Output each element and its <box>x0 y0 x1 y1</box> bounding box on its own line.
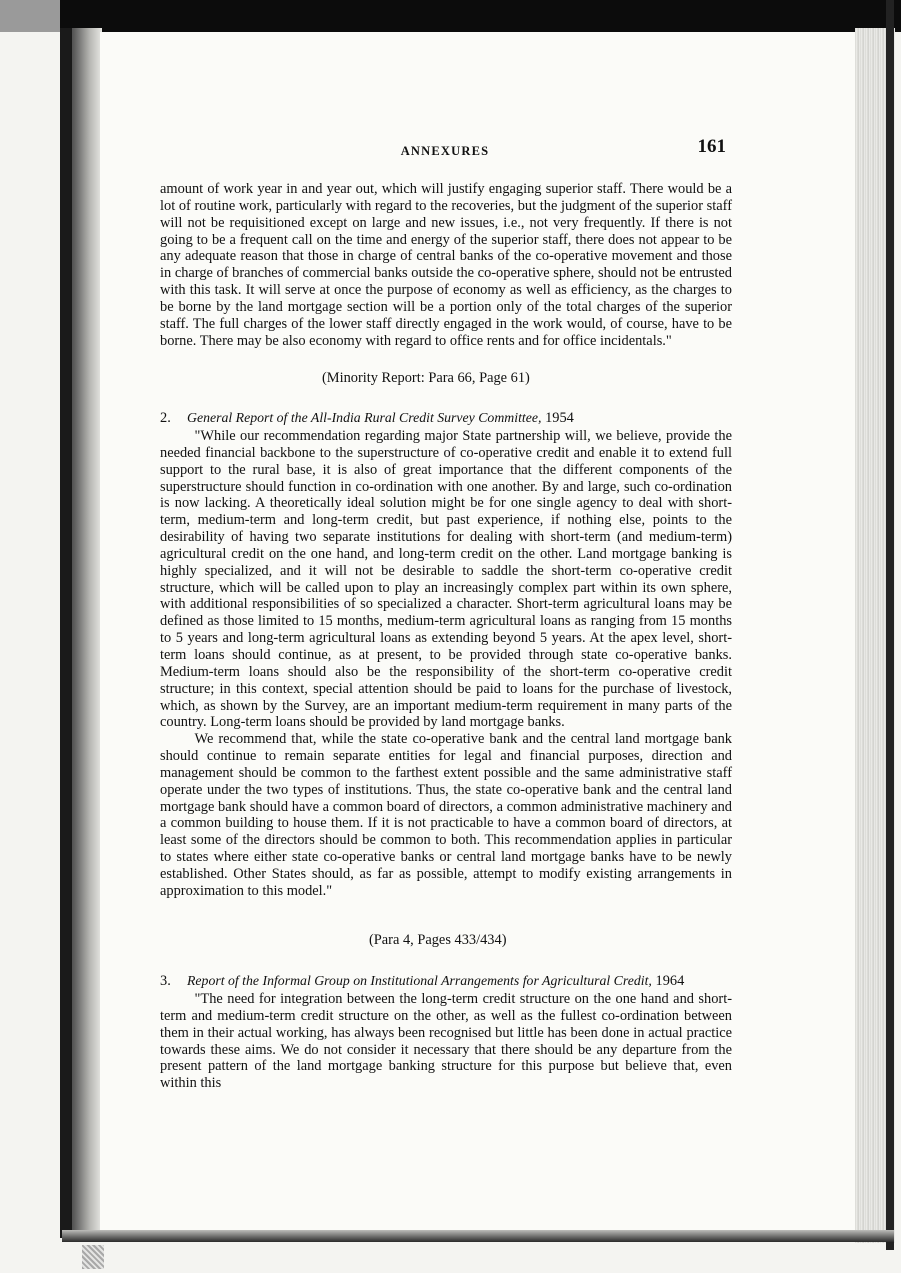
section-heading-2 <box>160 409 735 427</box>
continued-paragraph: amount of work year in and year out, which will justify engaging superior staff. There would be a lot of routine work, particularly with regard to the recoveries, but the judgment of the superior staff will not be requisitioned except on large and new issues, i.e., not very frequently. If there is not going to be a frequent call on the time and energy of the superior staff, there does not appear to be any adequate reason that those in charge of central banks of the co-operative movement and those in charge of branches of commercial banks outside the co-operative sphere, should not be entrusted with this task. It will serve at once the purpose of economy as well as efficiency, as the charges to be borne by the land mortgage section will be a portion only of the total charges of the superior staff. The full charges of the lower staff directly engaged in the work would, of course, have to be borne. There may be also economy with regard to office rents and for office incidentals." <box>160 181 732 349</box>
section-2-paragraph-2: We recommend that, while the state co-operative bank and the central land mortgage bank should continue to remain separate entities for legal and financial purposes, direction and management should be common to the farthest extent possible and the same administrative staff operate under the two types of institutions. Thus, the state co-operative bank and the central land mortgage bank should have a common board of directors, a common administrative machinery and a common building to house them. If it is not practicable to have a common board of directors, at least some of the directors should be common to both. This recommendation applies in particular to states where either state co-operative banks or central land mortgage banks have to be newly established. Other States should, as far as possible, attempt to modify existing arrangements in approximation to this model." <box>160 731 732 899</box>
section-2-paragraph-1: "While our recommendation regarding major State partnership will, we believe, provide the needed financial backbone to the superstructure of co-operative credit and enable it to extend full support to the rural base, it is also of great importance that the different components of the superstructure should function in co-ordination with one another. By and large, such co-ordination is now lacking. A theoretically ideal solution might be for one single agency to deal with short-term, medium-term and long-term credit, but past experience, if nothing else, points to the desirability of having two separate institutions for dealing with short-term (and medium-term) agricultural credit on the one hand, and long-term credit on the other. Land mortgage banking is highly specialized, and it will not be desirable to saddle the short-term co-operative credit structure, which will be called upon to play an increasingly complex part within its own sphere, with additional responsibilities of so specialized a character. Short-term agricultural loans may be defined as those limited to 15 months, medium-term agricultural loans as ranging from 15 months to 5 years and long-term agricultural loans as extending beyond 5 years. At the apex level, short-term loans should continue, as at present, to be provided through state co-operative banks. Medium-term loans should also be the responsibility of the short-term co-operative credit structure; in this context, special attention should be paid to loans for the purchase of livestock, which, as shown by the Survey, are an important medium-term requirement in many parts of the country. Long-term loans should be provided by land mortgage banks. <box>160 428 732 731</box>
scan-artifact <box>82 1245 104 1269</box>
scan-bottom-edge <box>62 1230 894 1242</box>
page-number: 161 <box>697 136 726 157</box>
section-heading-3 <box>160 972 735 990</box>
scan-top-border <box>0 0 901 32</box>
section-number: 2. <box>160 410 171 426</box>
section-2-body <box>160 428 732 900</box>
scan-top-left-corner <box>0 0 60 32</box>
scan-left-edge <box>60 28 72 1238</box>
section-title: General Report of the All-India Rural Credit Survey Committee, <box>187 410 542 425</box>
scan-right-edge <box>886 0 894 1250</box>
citation-survey-committee: (Para 4, Pages 433/434) <box>369 932 507 948</box>
page-header <box>160 136 730 166</box>
section-3-body <box>160 991 732 1092</box>
citation-minority-report: (Minority Report: Para 66, Page 61) <box>322 370 530 386</box>
running-head: ANNEXURES <box>400 144 490 158</box>
section-title: Report of the Informal Group on Institutional Arrangements for Agricultural Credit, <box>187 973 652 988</box>
section-year: 1954 <box>545 410 574 426</box>
section-3-paragraph-1: "The need for integration between the long-term credit structure on the one hand and short-term and medium-term credit structure on the other, as well as the fullest co-ordination between them in their actual working, has always been recognised but little has been done in actual practice towards these aims. We do not consider it necessary that there should be any departure from the present pattern of the land mortgage banking structure for this purpose but believe that, even within this <box>160 991 732 1092</box>
continued-quote <box>160 181 732 349</box>
section-number: 3. <box>160 973 171 989</box>
section-year: 1964 <box>655 973 685 989</box>
